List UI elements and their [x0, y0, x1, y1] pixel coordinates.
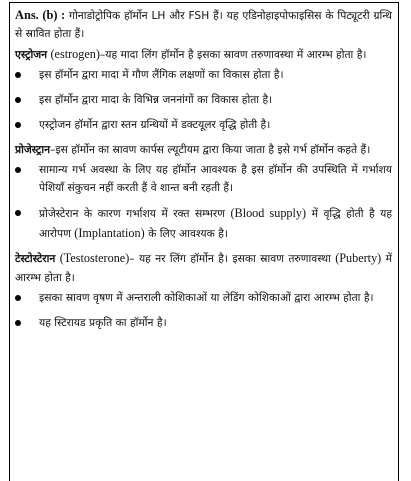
testosterone-description-end: में आरम्भ होता है। — [15, 252, 393, 284]
bullet-icon — [15, 210, 21, 216]
puberty-latin: (Puberty) — [335, 251, 382, 266]
estrogen-latin: (estrogen) — [50, 47, 100, 62]
list-item-text: यह स्टिरायड प्रकृति का हॉर्मोन है। — [39, 315, 167, 329]
list-item — [15, 161, 392, 198]
bullet-icon — [15, 167, 21, 173]
list-item — [15, 204, 392, 243]
progesterone-paragraph — [15, 141, 392, 159]
estrogen-term: एस्ट्रोजन — [15, 48, 48, 62]
testosterone-latin: (Testosterone) — [59, 251, 130, 266]
bullet-icon — [15, 320, 21, 326]
answer-paragraph — [15, 6, 392, 44]
list-item-text: इस हॉर्मोन द्वारा मादा के विभिन्न जननांगों का विकास होता है। — [39, 93, 273, 107]
blood-supply-latin: (Blood supply) — [230, 206, 307, 221]
estrogen-paragraph — [15, 45, 392, 64]
implantation-latin: (Implantation) — [74, 225, 145, 240]
estrogen-description: –यह मादा लिंग हॉर्मोन है इसका स्रावण तरुणावस्था में आरम्भ होता है। — [99, 48, 367, 62]
answer-document — [9, 2, 399, 481]
list-item-text: सामान्य गर्भ अवस्था के लिए यह हॉर्मोन आवश्यक है इस हॉर्मोन की उपस्थिति में गर्भाशय पेशियाँ संकुचन नहीं करती हैं वे शान्त बनी रहती हैं। — [39, 162, 392, 195]
testosterone-term: टेस्टोस्टेरान — [15, 252, 56, 266]
answer-text: गोनाडोट्रोपिक हॉर्मोन LH और FSH हैं। यह एडिनोहाइपोफाइसिस के पिट्यूटरी ग्रन्थि से स्रावित होता हैं। — [15, 9, 392, 41]
list-item — [15, 289, 392, 307]
list-item-text: के लिए आवश्यक है। — [148, 226, 228, 240]
answer-label: Ans. (b) : — [15, 8, 66, 22]
list-item — [15, 116, 392, 134]
list-item — [15, 66, 392, 84]
progesterone-term: प्रोजेस्ट्रान — [15, 142, 51, 156]
list-item — [15, 91, 392, 109]
bullet-icon — [15, 122, 21, 128]
bullet-icon — [15, 72, 21, 78]
list-item-text: इसका स्रावण वृषण में अन्तराली कोशिकाओं या लेडिंग कोशिकाओं द्वारा आरम्भ होता है। — [39, 290, 374, 304]
testosterone-description: – यह नर लिंग हॉर्मोन है। इसका स्रावण तरुणावस्था — [129, 252, 331, 266]
testosterone-paragraph — [15, 249, 392, 287]
list-item-text: इस हॉर्मोन द्वारा मादा में गौण लैंगिक लक्षणों का विकास होता है। — [39, 68, 284, 82]
progesterone-points — [15, 161, 392, 243]
list-item-text: एस्ट्रोजन हॉर्मोन द्वारा स्तन ग्रन्थियों में डक्टयूलर वृद्धि होती है। — [39, 118, 271, 132]
list-item — [15, 314, 392, 332]
list-item-text: प्रोजेस्टेरान के कारण गर्भाशय में रक्त सम्भरण — [39, 207, 225, 221]
estrogen-points — [15, 66, 392, 134]
list-item-text: में वृद्धि होती है यह आरोपण — [39, 207, 393, 240]
bullet-icon — [15, 97, 21, 103]
testosterone-points — [15, 289, 392, 332]
bullet-icon — [15, 295, 21, 301]
progesterone-description: –इस हॉर्मोन का स्रावण कार्पस ल्यूटीयम द्वारा किया जाता है इसे गर्भ हॉर्मोन कहते हैं। — [50, 142, 371, 156]
